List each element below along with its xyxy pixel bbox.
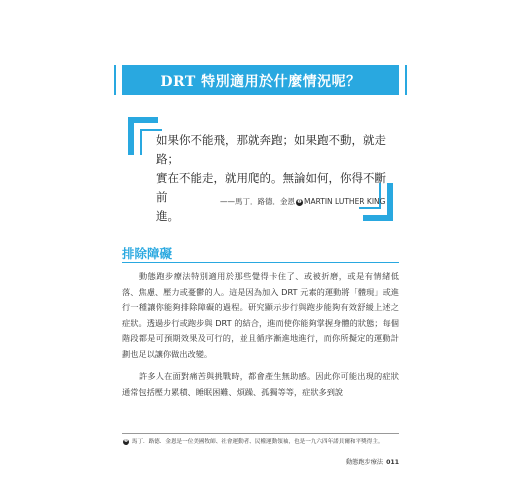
attribution-prefix: ——馬丁．路德．金恩 [220,197,295,206]
quote-line: 進。 [156,209,179,223]
footnote-text: 馬丁．路德．金恩是一位美國牧師、社會運動者、民權運動領袖，也是一九六四年諾貝爾和平獎得主。 [131,439,384,445]
footnote-divider [122,433,399,434]
chapter-title-banner [122,65,399,95]
attribution-name: MARTIN LUTHER KING [304,197,386,206]
body-paragraph: 動態跑步療法特別適用於那些覺得卡住了、或被折磨，或是有情緒低落、焦慮、壓力或憂鬱的人。這是因為加入 DRT 元素的運動將「體現」或進行一種讓你能夠排除障礙的過程。研究顯示步行與跑步能夠有效舒緩上述之症狀。透過步行或跑步與 DRT 的結合，進而使你能夠掌握身體的狀態；每個階段都是可預期效果及可行的，並且循序漸進地進行，而你所擬定的運動計劃也足以讓你做出改變。 [122,271,399,359]
body-text [122,269,399,407]
quote-line: 實在不能走，就用爬的。無論如何，你得不斷前 [156,171,386,204]
footnote [122,437,412,445]
page-number: 011 [386,459,399,466]
section-divider [122,262,399,263]
chapter-title: DRT 特別適用於什麼情況呢？ [160,74,361,90]
quote-line: 如果你不能飛，那就奔跑；如果跑不動，就走路； [156,133,386,166]
quote-attribution [220,196,390,207]
running-title: 動態跑步療法 [345,459,384,466]
page-footer [330,457,399,466]
footnote-marker: ❷ [297,199,302,205]
body-paragraph: 許多人在面對痛苦與挑戰時，都會產生無助感。因此你可能出現的症狀通常包括壓力累積、睡眠困難、煩躁、孤獨等等，症狀多到說 [122,371,399,397]
quote-open-bracket [128,117,158,155]
footnote-marker: ❷ [123,439,129,444]
epigraph-quote [156,131,388,226]
section-heading: 排除障礙 [122,246,173,261]
